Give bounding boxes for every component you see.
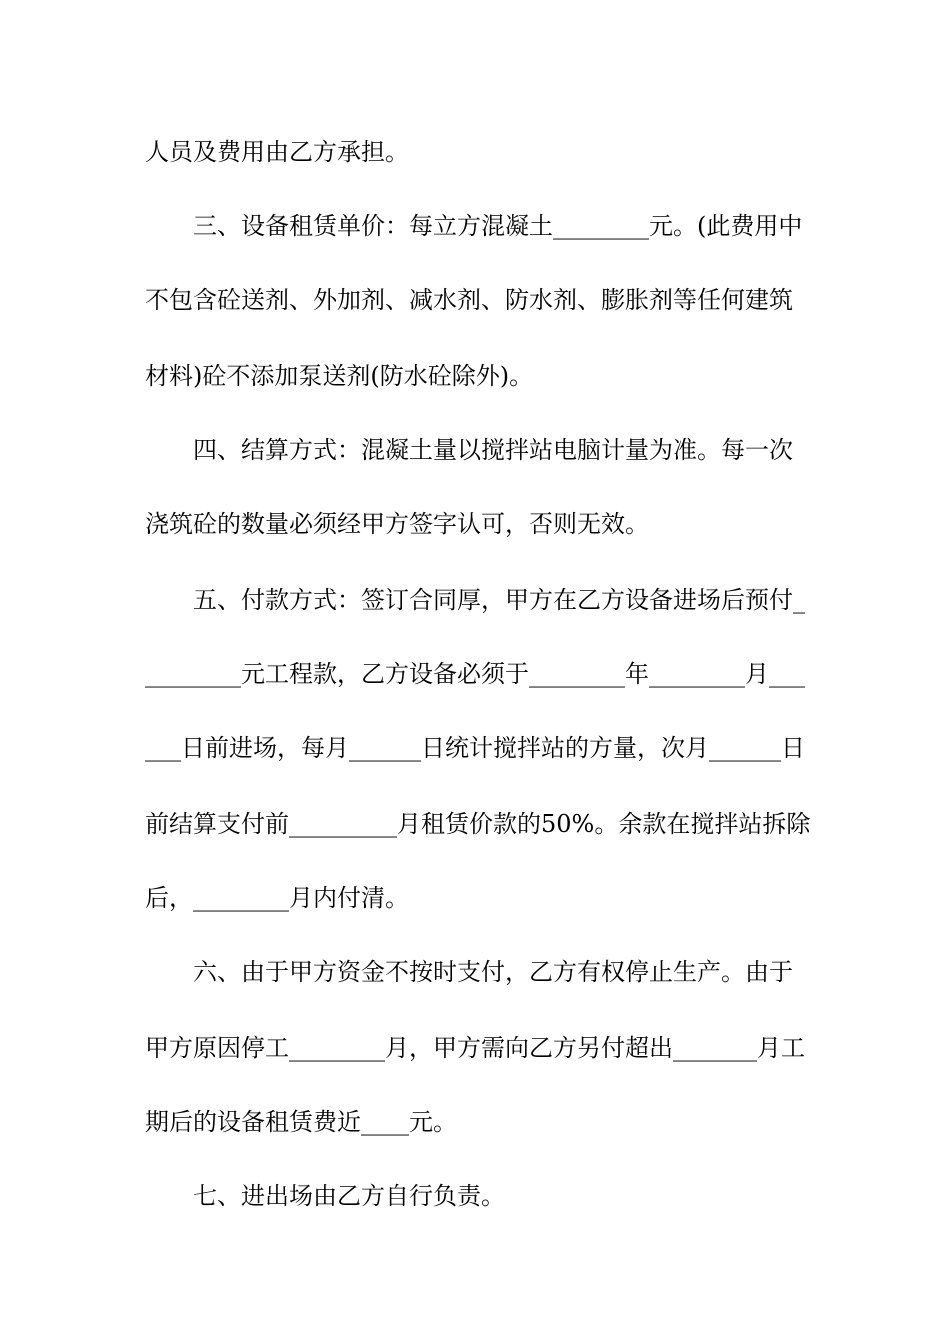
text-line: 后，________月内付清。 [145,884,409,912]
text-line: 浇筑砼的数量必须经甲方签字认可，否则无效。 [145,510,649,538]
text-line: 三、设备租赁单价：每立方混凝土________元。(此费用中 [193,212,803,240]
text-line: 五、付款方式：签订合同厚，甲方在乙方设备进场后预付_ [193,586,805,614]
text-line: 七、进出场由乙方自行负责。 [193,1182,505,1210]
text-line: ________元工程款，乙方设备必须于________年________月___ [145,660,805,688]
text-line: ___日前进场，每月______日统计搅拌站的方量，次月______日 [145,734,805,762]
text-line: 不包含砼送剂、外加剂、减水剂、防水剂、膨胀剂等任何建筑 [145,286,793,314]
text-line: 材料)砼不添加泵送剂(防水砼除外)。 [145,362,534,390]
text-line: 六、由于甲方资金不按时支付，乙方有权停止生产。由于 [193,958,793,986]
text-line: 甲方原因停工________月，甲方需向乙方另付超出_______月工 [145,1034,805,1062]
text-line: 前结算支付前_________月租赁价款的50%。余款在搅拌站拆除 [145,810,811,838]
text-line: 四、结算方式：混凝土量以搅拌站电脑计量为准。每一次 [193,436,793,464]
text-line: 人员及费用由乙方承担。 [145,138,409,166]
text-line: 期后的设备租赁费近____元。 [145,1108,457,1136]
